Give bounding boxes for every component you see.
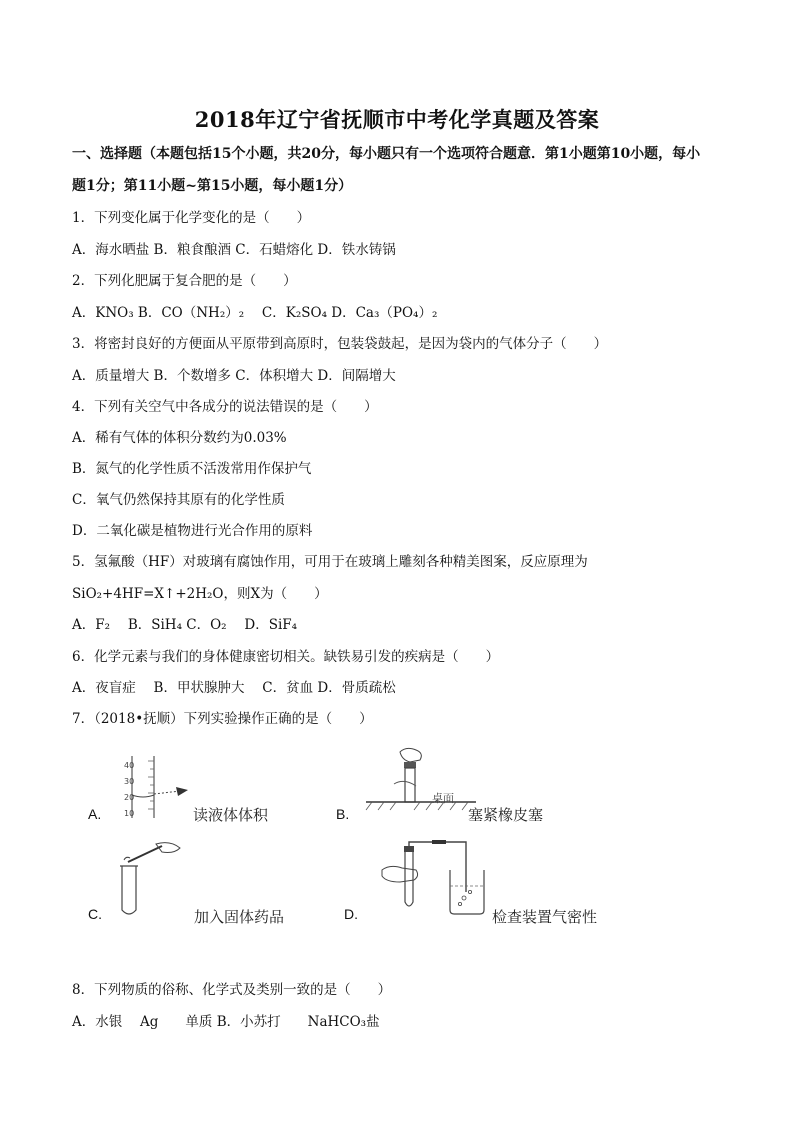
figure-option-a-letter: A. xyxy=(88,806,102,822)
question-4-stem: 4．下列有关空气中各成分的说法错误的是（ ） xyxy=(72,399,378,415)
figure-option-d-caption: 检查装置气密性 xyxy=(492,908,598,926)
section-heading-line-2: 题1分；第11小题~第15小题，每小题1分） xyxy=(72,178,353,194)
question-5-stem: 5．氢氟酸（HF）对玻璃有腐蚀作用，可用于在玻璃上雕刻各种精美图案，反应原理为 xyxy=(72,554,588,570)
figure-option-a-caption: 读液体体积 xyxy=(193,806,269,824)
figure-option-b-caption: 塞紧橡皮塞 xyxy=(468,806,544,824)
question-4-option-a: A．稀有气体的体积分数约为0.03% xyxy=(72,430,287,446)
question-2-stem: 2．下列化肥属于复合肥的是（ ） xyxy=(72,273,297,289)
question-4-option-c: C．氧气仍然保持其原有的化学性质 xyxy=(72,492,285,508)
question-3-options: A．质量增大 B．个数增多 C．体积增大 D．间隔增大 xyxy=(72,368,396,384)
question-8-stem: 8．下列物质的俗称、化学式及类别一致的是（ ） xyxy=(72,982,392,998)
figure-option-b-letter: B. xyxy=(336,806,350,822)
question-1-stem: 1．下列变化属于化学变化的是（ ） xyxy=(72,210,311,226)
question-1-options: A．海水晒盐 B．粮食酿酒 C．石蜡熔化 D．铁水铸锅 xyxy=(72,242,396,258)
figure-option-c-letter: C. xyxy=(88,906,102,922)
figure-option-d-letter: D. xyxy=(344,906,358,922)
scale-tick-label: 30 xyxy=(124,777,135,786)
question-4-option-b: B．氮气的化学性质不活泼常用作保护气 xyxy=(72,461,312,477)
scale-tick-label: 40 xyxy=(124,761,135,770)
question-6-options: A．夜盲症 B．甲状腺肿大 C．贫血 D．骨质疏松 xyxy=(72,680,396,696)
section-heading-line-1: 一、选择题（本题包括15个小题，共20分，每小题只有一个选项符合题意．第1小题第10小题，每小 xyxy=(72,146,701,162)
table-tag: 桌面 xyxy=(432,792,454,805)
figure-option-c-caption: 加入固体药品 xyxy=(194,908,285,926)
document-title: 2018年辽宁省抚顺市中考化学真题及答案 xyxy=(194,107,600,132)
question-5-equation: SiO₂+4HF=X↑+2H₂O，则X为（ ） xyxy=(72,586,328,602)
question-4-option-d: D．二氧化碳是植物进行光合作用的原料 xyxy=(72,523,313,539)
question-3-stem: 3．将密封良好的方便面从平原带到高原时，包装袋鼓起，是因为袋内的气体分子（ ） xyxy=(72,336,608,352)
test-tube-on-table-icon xyxy=(366,744,476,824)
test-tube-with-spoon-icon xyxy=(110,838,200,924)
scale-tick-label: 10 xyxy=(124,809,135,818)
question-7-stem: 7．（2018•抚顺）下列实验操作正确的是（ ） xyxy=(72,711,373,727)
cylinder-scale xyxy=(124,758,134,822)
question-6-stem: 6．化学元素与我们的身体健康密切相关。缺铁易引发的疾病是（ ） xyxy=(72,649,500,665)
scale-tick-label: 20 xyxy=(124,793,135,802)
airtightness-apparatus-icon xyxy=(380,840,488,922)
question-5-options: A．F₂ B．SiH₄ C．O₂ D．SiF₄ xyxy=(72,617,298,633)
question-2-options: A．KNO₃ B．CO（NH₂）₂ C．K₂SO₄ D．Ca₃（PO₄）₂ xyxy=(72,305,438,321)
question-8-options: A．水银 Ag 单质 B．小苏打 NaHCO₃盐 xyxy=(72,1014,380,1030)
